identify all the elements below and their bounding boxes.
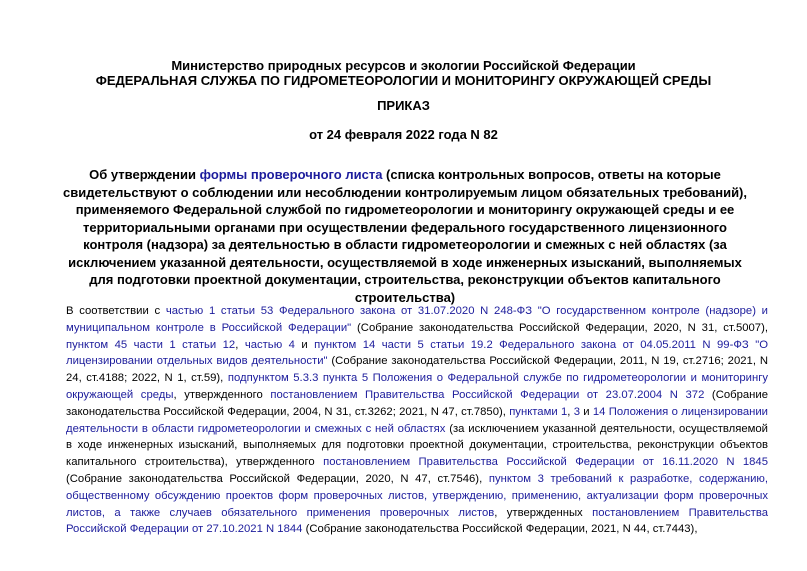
text-run: (Собрание законодательства Российской Федерации, 2020, N 31, ст.5007), xyxy=(351,321,768,334)
text-run: , xyxy=(567,405,574,418)
text-run: (Собрание законодательства Российской Федерации, 2011, N 19, ст.2716; 2021, N 24, ст.4188; 2022, N 1, ст.59), xyxy=(66,355,768,385)
text-run: , утвержденного xyxy=(173,388,271,401)
ministry-name: Министерство природных ресурсов и экологии Российской Федерации xyxy=(171,58,636,73)
title-link[interactable]: формы проверочного листа xyxy=(199,167,383,182)
text-run: (Собрание законодательства Российской Федерации, 2021, N 44, ст.7443), xyxy=(302,523,698,536)
law-link[interactable]: пунктами 1 xyxy=(509,405,568,418)
law-link[interactable]: 3 xyxy=(573,405,580,418)
text-run: , xyxy=(235,338,245,351)
text-run: В соответствии с xyxy=(66,305,166,317)
text-run: и xyxy=(579,405,593,418)
document-date: от 24 февраля 2022 года N 82 xyxy=(309,127,498,142)
title-prefix: Об утверждении xyxy=(89,167,200,182)
document-type: ПРИКАЗ xyxy=(377,98,430,113)
title-rest: (списка контрольных вопросов, ответы на которые свидетельствуют о соблюдении или несоблюдении контролируемым лицом обязательных требований), применяемого Федеральной службой по гидрометеорологии и мониторингу окружающей среды и ее территориальными органами при осуществлении федерального государственного лицензионного контроля (надзора) за деятельностью в области гидрометеорологии и смежных с ней областях (за исключением указанной деятельности, осуществляемой в ходе инженерных изысканий, выполняемых для подготовки проектной документации, строительства, реконструкции объектов капитального строительства) xyxy=(62,167,748,305)
law-link[interactable]: пунктом 14 части 5 статьи 19.2 Федерального закона от 04.05.2011 N 99-ФЗ "О лицензировании отдельных видов деятельности" xyxy=(66,338,768,368)
body-paragraph xyxy=(66,303,768,538)
law-link[interactable]: 14 Положения о лицензировании деятельности в области гидрометеорологии и смежных с ней областях xyxy=(66,405,768,435)
law-link[interactable]: постановлением Правительства Российской Федерации от 23.07.2004 N 372 xyxy=(270,388,705,401)
law-link[interactable]: частью 4 xyxy=(244,338,295,351)
document-title xyxy=(60,166,750,306)
law-link[interactable]: пунктом 3 требований к разработке, содержанию, общественному обсуждению проектов форм проверочных листов, утверждению, применению, актуализации форм проверочных листов, а также случаев обязательного применения проверочных листов xyxy=(66,472,768,519)
text-run: (Собрание законодательства Российской Федерации, 2020, N 47, ст.7546), xyxy=(66,472,489,485)
text-run: (Собрание законодательства Российской Федерации, 2004, N 31, ст.3262; 2021, N 47, ст.7850), xyxy=(66,388,769,418)
law-link[interactable]: частью 1 статьи 53 Федерального закона от 31.07.2020 N 248-ФЗ "О государственном контроле (надзоре) и муниципальном контроле в Российской Федерации" xyxy=(66,305,768,334)
law-link[interactable]: постановлением Правительства Российской Федерации от 27.10.2021 N 1844 xyxy=(66,506,768,536)
text-run: и xyxy=(294,338,315,351)
law-link[interactable]: постановлением Правительства Российской Федерации от 16.11.2020 N 1845 xyxy=(323,456,768,469)
law-link[interactable]: подпунктом 5.3.3 пункта 5 Положения о Федеральной службе по гидрометеорологии и мониторингу окружающей среды xyxy=(66,372,768,401)
text-run: , утвержденных xyxy=(494,506,593,519)
text-run: (за исключением указанной деятельности, осуществляемой в ходе инженерных изысканий, выполняемых для подготовки проектной документации, строительства, реконструкции объектов капитального строительства), утвержденного xyxy=(66,422,768,469)
law-link[interactable]: пунктом 45 части 1 статьи 12 xyxy=(66,338,236,351)
service-name: ФЕДЕРАЛЬНАЯ СЛУЖБА ПО ГИДРОМЕТЕОРОЛОГИИ И МОНИТОРИНГУ ОКРУЖАЮЩЕЙ СРЕДЫ xyxy=(95,73,712,88)
